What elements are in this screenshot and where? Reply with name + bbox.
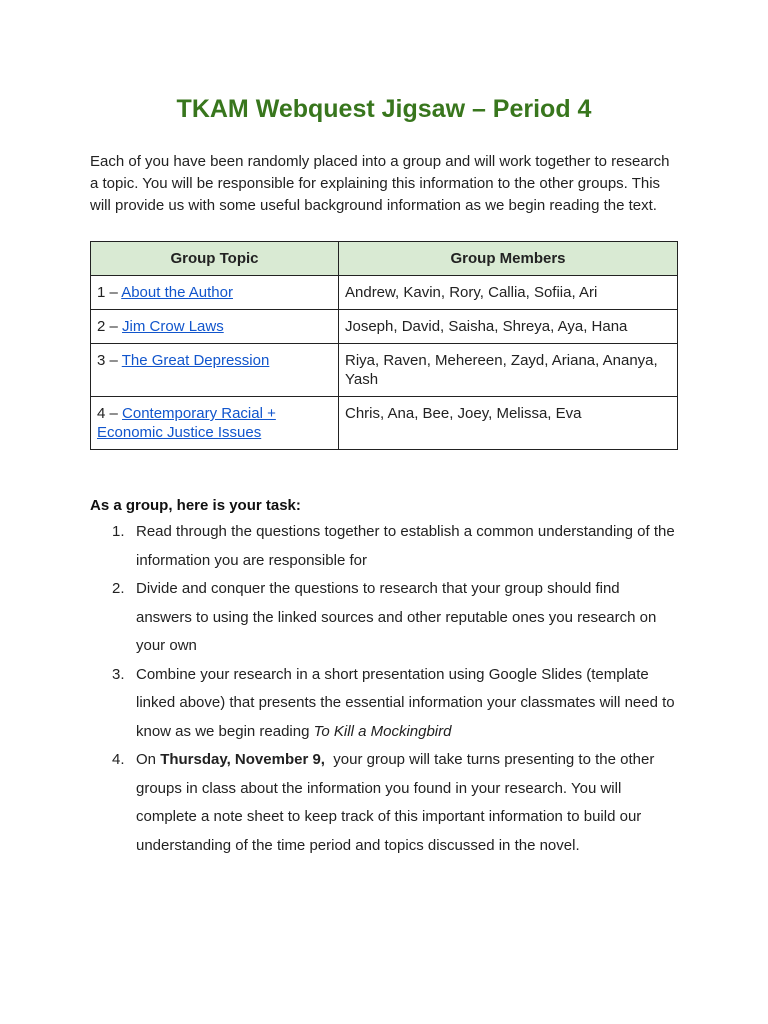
presentation-date: Thursday, November 9, — [160, 751, 325, 768]
task-number: 3. — [112, 665, 125, 683]
task-heading: As a group, here is your task: — [90, 497, 301, 514]
task-text: your group will take turns presenting to the other groups in class about the information you found in your research. You will complete a note sheet to keep track of this important information to build our understanding of the time period and topics discussed in the novel. — [136, 751, 659, 854]
members-cell: Riya, Raven, Mehereen, Zayd, Ariana, Ananya, Yash — [339, 344, 678, 397]
topic-cell — [91, 310, 339, 344]
topic-prefix: 2 – — [97, 318, 123, 335]
table-row — [91, 276, 678, 310]
topic-prefix: 4 – — [97, 405, 123, 422]
document-title: TKAM Webquest Jigsaw – Period 4 — [176, 95, 592, 123]
header-group-topic: Group Topic — [91, 242, 339, 276]
topic-cell — [91, 344, 339, 397]
members-cell: Joseph, David, Saisha, Shreya, Aya, Hana — [339, 310, 678, 344]
header-group-members: Group Members — [339, 242, 678, 276]
book-title: To Kill a Mockingbird — [313, 722, 452, 740]
group-table — [90, 241, 678, 450]
task-number: 4. — [112, 751, 125, 768]
topic-cell — [91, 276, 339, 310]
task-text: Combine your research in a short presentation using Google Slides (template linked above) that presents the essential information your classmates will need to know as we begin reading — [136, 665, 675, 740]
task-text: Divide and conquer the questions to research that your group should find answers to using the linked sources and other reputable ones you research on your own — [136, 580, 657, 654]
topic-prefix: 3 – — [97, 352, 122, 369]
task-item — [90, 575, 678, 661]
task-number: 2. — [112, 580, 125, 597]
table-row — [91, 397, 678, 450]
members-cell: Chris, Ana, Bee, Joey, Melissa, Eva — [339, 397, 678, 450]
topic-link-jim-crow-laws[interactable]: Jim Crow Laws — [122, 318, 224, 335]
task-item — [90, 746, 678, 860]
intro-paragraph: Each of you have been randomly placed into a group and will work together to research a topic. You will be responsible for explaining this information to the other groups. This will provide us with some useful background information as we begin reading the text. — [90, 153, 670, 214]
table-header-row — [91, 242, 678, 276]
topic-link-the-great-depression[interactable]: The Great Depression — [121, 352, 270, 369]
table-row — [91, 310, 678, 344]
topic-link-contemporary-justice-issues[interactable]: Contemporary Racial + Economic Justice Issues — [97, 405, 276, 441]
task-item — [90, 518, 678, 575]
task-list — [90, 518, 678, 860]
members-cell: Andrew, Kavin, Rory, Callia, Sofiia, Ari — [339, 276, 678, 310]
topic-prefix: 1 – — [97, 284, 122, 301]
task-text: Read through the questions together to establish a common understanding of the information you are responsible for — [136, 523, 675, 569]
task-item — [90, 661, 678, 747]
task-text-pre: On — [136, 751, 161, 768]
topic-link-about-the-author[interactable]: About the Author — [121, 284, 233, 301]
task-number: 1. — [112, 523, 125, 540]
table-row — [91, 344, 678, 397]
topic-cell — [91, 397, 339, 450]
